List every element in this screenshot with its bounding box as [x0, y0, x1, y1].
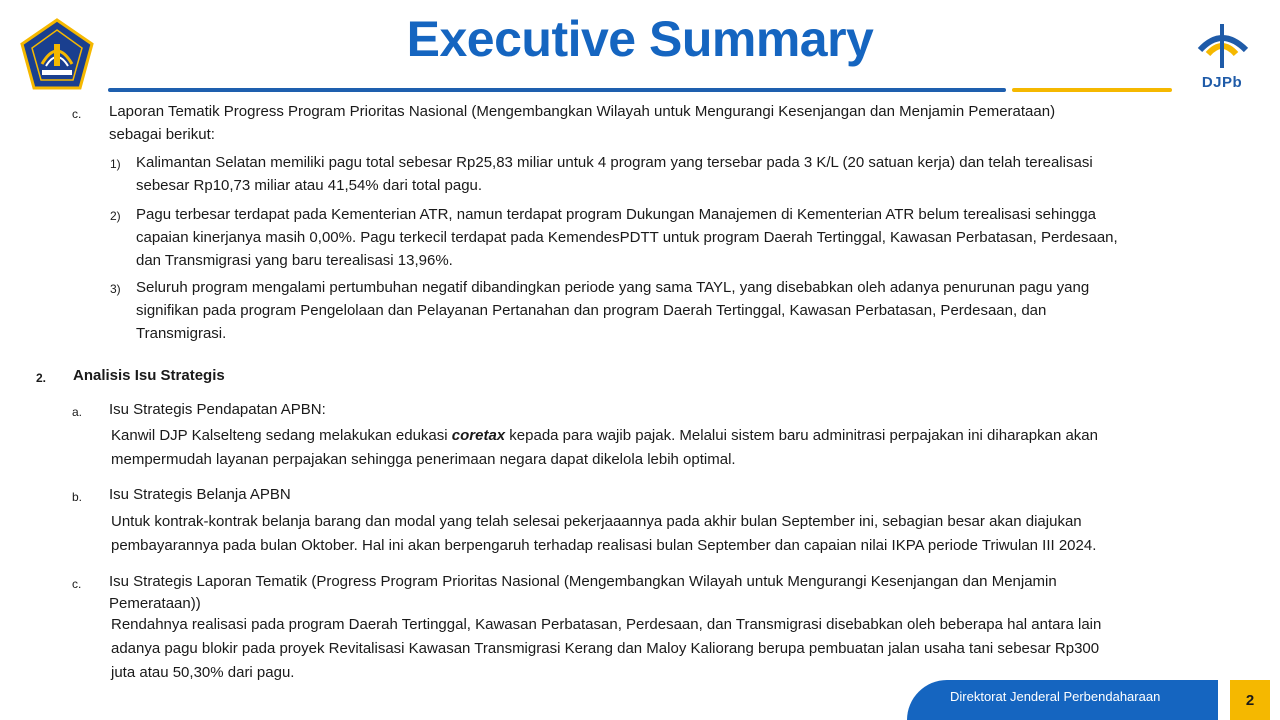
list-item: dan Transmigrasi yang baru terealisasi 13,96%.: [136, 252, 453, 269]
paragraph-line: [111, 424, 1235, 447]
list-item: Transmigrasi.: [136, 325, 227, 342]
list-marker: a.: [72, 405, 83, 419]
list-marker: b.: [72, 490, 83, 504]
list-item: Kalimantan Selatan memiliki pagu total sebesar Rp25,83 miliar untuk 4 program yang tersebar pada 3 K/L (20 satuan kerja) dan telah terealisasi: [136, 154, 1093, 171]
paragraph-line: Rendahnya realisasi pada program Daerah Tertinggal, Kawasan Perbatasan, Perdesaan, dan Transmigrasi disebabkan oleh beberapa hal antara lain: [111, 616, 1102, 633]
list-marker: 2.: [36, 371, 47, 385]
list-item: signifikan pada program Pengelolaan dan Pelayanan Pertanahan dan program Daerah Tertinggal, Kawasan Perbatasan, Perdesaan, dan: [136, 302, 1047, 319]
page-number: 2: [1230, 680, 1270, 720]
section-c-intro-line: sebagai berikut:: [109, 126, 215, 143]
text-run: Kanwil DJP Kalselteng sedang melakukan edukasi: [111, 427, 452, 444]
subsection-heading: Pemerataan)): [109, 595, 201, 612]
title-divider-blue: [108, 88, 1006, 92]
list-marker: 2): [110, 209, 121, 223]
footer-org-name: Direktorat Jenderal Perbendaharaan: [950, 689, 1161, 704]
list-item: sebesar Rp10,73 miliar atau 41,54% dari total pagu.: [136, 177, 483, 194]
list-item: capaian kinerjanya masih 0,00%. Pagu terkecil terdapat pada KemendesPDTT untuk program Daerah Tertinggal, Kawasan Perbatasan, Perdesaan,: [136, 229, 1118, 246]
paragraph-line: juta atau 50,30% dari pagu.: [111, 664, 295, 681]
title-divider-gold: [1012, 88, 1172, 92]
page-title: Executive Summary: [406, 11, 874, 67]
subsection-heading: Isu Strategis Belanja APBN: [109, 486, 291, 503]
subsection-heading: Isu Strategis Laporan Tematik (Progress Program Prioritas Nasional (Mengembangkan Wilayah untuk Mengurangi Kesenjangan dan Menjamin: [109, 573, 1057, 590]
list-item: Seluruh program mengalami pertumbuhan negatif dibandingkan periode yang sama TAYL, yang disebabkan oleh adanya penurunan pagu yang: [136, 279, 1090, 296]
list-marker: c.: [72, 107, 82, 121]
section-c-intro-line: Laporan Tematik Progress Program Prioritas Nasional (Mengembangkan Wilayah untuk Mengurangi Kesenjangan dan Menjamin Pemerataan): [109, 103, 1056, 120]
paragraph-line: Untuk kontrak-kontrak belanja barang dan modal yang telah selesai pekerjaaannya pada akhir bulan September ini, sebagian besar akan diajukan: [111, 513, 1082, 530]
list-marker: 1): [110, 157, 121, 171]
djpb-wordmark: DJPb: [1201, 74, 1243, 91]
emphasis-text: coretax: [451, 427, 506, 444]
paragraph-line: mempermudah layanan perpajakan sehingga penerimaan negara dapat dikelola lebih optimal.: [111, 451, 736, 468]
paragraph-line: pembayarannya pada bulan Oktober. Hal ini akan berpengaruh terhadap realisasi bulan September dan capaian nilai IKPA periode Triwulan III 2024.: [111, 537, 1097, 554]
subsection-heading: Isu Strategis Pendapatan APBN:: [109, 401, 326, 418]
text-run: kepada para wajib pajak. Melalui sistem baru adminitrasi perpajakan ini diharapkan akan: [505, 427, 1098, 444]
section-heading: Analisis Isu Strategis: [73, 367, 225, 384]
paragraph-line: adanya pagu blokir pada proyek Revitalisasi Kawasan Transmigrasi Kerang dan Maloy Kaliorang berupa pembuatan jalan usaha tani sebesar Rp300: [111, 640, 1100, 657]
list-item: Pagu terbesar terdapat pada Kementerian ATR, namun terdapat program Dukungan Manajemen di Kementerian ATR belum terealisasi sehingga: [136, 206, 1096, 223]
list-marker: 3): [110, 282, 121, 296]
list-marker: c.: [72, 577, 82, 591]
